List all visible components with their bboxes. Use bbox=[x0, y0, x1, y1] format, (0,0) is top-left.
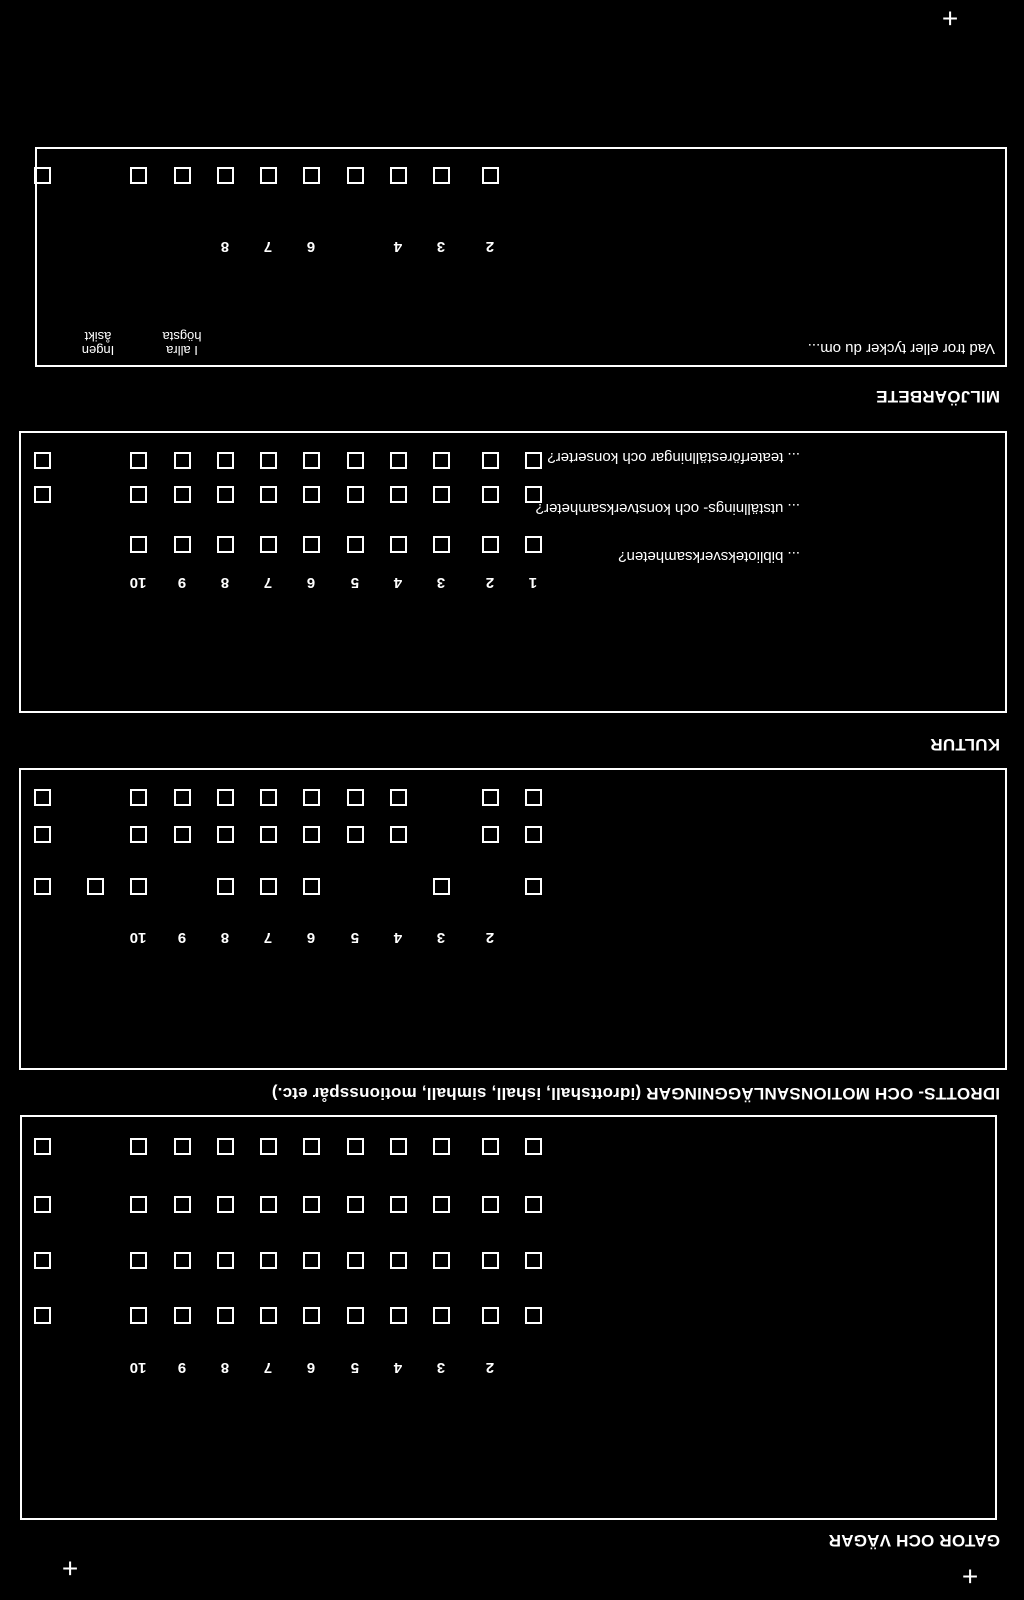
answer-checkbox[interactable] bbox=[390, 1138, 407, 1155]
section-heading-gator: GATOR OCH VÄGAR bbox=[828, 1531, 1000, 1550]
answer-checkbox[interactable] bbox=[303, 452, 320, 469]
no-opinion-checkbox[interactable] bbox=[34, 486, 51, 503]
answer-checkbox[interactable] bbox=[174, 486, 191, 503]
scale-number: 7 bbox=[263, 1359, 273, 1376]
answer-checkbox[interactable] bbox=[260, 878, 277, 895]
answer-checkbox[interactable] bbox=[260, 1307, 277, 1324]
answer-checkbox[interactable] bbox=[433, 1196, 450, 1213]
answer-checkbox[interactable] bbox=[433, 486, 450, 503]
scale-number: 7 bbox=[263, 574, 273, 591]
answer-checkbox[interactable] bbox=[482, 1196, 499, 1213]
answer-checkbox[interactable] bbox=[482, 1252, 499, 1269]
no-opinion-checkbox[interactable] bbox=[34, 1307, 51, 1324]
scale-number: 8 bbox=[220, 929, 230, 946]
kultur-question-3: ... teaterföreställningar och konserter? bbox=[547, 449, 800, 466]
scale-number: 4 bbox=[393, 238, 403, 255]
answer-checkbox[interactable] bbox=[525, 452, 542, 469]
answer-checkbox[interactable] bbox=[347, 826, 364, 843]
answer-checkbox[interactable] bbox=[260, 789, 277, 806]
column-header-highest-line: högsta bbox=[162, 329, 202, 344]
answer-checkbox[interactable] bbox=[87, 878, 104, 895]
answer-checkbox[interactable] bbox=[174, 789, 191, 806]
answer-checkbox[interactable] bbox=[525, 1196, 542, 1213]
scale-number: 8 bbox=[220, 574, 230, 591]
answer-checkbox[interactable] bbox=[260, 452, 277, 469]
kultur-question-2: ... utställnings- och konstverksamheter? bbox=[535, 500, 800, 517]
answer-checkbox[interactable] bbox=[130, 1138, 147, 1155]
registration-mark: + bbox=[941, 3, 959, 34]
answer-checkbox[interactable] bbox=[130, 486, 147, 503]
answer-checkbox[interactable] bbox=[174, 1252, 191, 1269]
scale-number: 7 bbox=[263, 238, 273, 255]
answer-checkbox[interactable] bbox=[303, 1252, 320, 1269]
scale-number: 3 bbox=[436, 929, 446, 946]
scale-number: 9 bbox=[177, 1359, 187, 1376]
answer-checkbox[interactable] bbox=[303, 167, 320, 184]
no-opinion-checkbox[interactable] bbox=[34, 1196, 51, 1213]
section-heading-miljo: MILJÖARBETE bbox=[875, 387, 1000, 406]
scale-number: 6 bbox=[306, 1359, 316, 1376]
section-kultur bbox=[19, 431, 1007, 713]
scale-number: 3 bbox=[436, 238, 446, 255]
answer-checkbox[interactable] bbox=[260, 536, 277, 553]
answer-checkbox[interactable] bbox=[130, 536, 147, 553]
answer-checkbox[interactable] bbox=[525, 1252, 542, 1269]
answer-checkbox[interactable] bbox=[390, 486, 407, 503]
scale-number: 2 bbox=[485, 1359, 495, 1376]
answer-checkbox[interactable] bbox=[260, 167, 277, 184]
answer-checkbox[interactable] bbox=[303, 1196, 320, 1213]
answer-checkbox[interactable] bbox=[347, 167, 364, 184]
answer-checkbox[interactable] bbox=[433, 452, 450, 469]
scale-number: 2 bbox=[485, 574, 495, 591]
answer-checkbox[interactable] bbox=[217, 826, 234, 843]
scale-number: 6 bbox=[306, 238, 316, 255]
scale-number: 2 bbox=[485, 929, 495, 946]
no-opinion-checkbox[interactable] bbox=[34, 1252, 51, 1269]
answer-checkbox[interactable] bbox=[433, 536, 450, 553]
answer-checkbox[interactable] bbox=[174, 826, 191, 843]
answer-checkbox[interactable] bbox=[303, 789, 320, 806]
answer-checkbox[interactable] bbox=[130, 826, 147, 843]
answer-checkbox[interactable] bbox=[130, 789, 147, 806]
answer-checkbox[interactable] bbox=[174, 1196, 191, 1213]
answer-checkbox[interactable] bbox=[217, 452, 234, 469]
answer-checkbox[interactable] bbox=[433, 1138, 450, 1155]
answer-checkbox[interactable] bbox=[347, 1138, 364, 1155]
answer-checkbox[interactable] bbox=[217, 486, 234, 503]
answer-checkbox[interactable] bbox=[390, 826, 407, 843]
answer-checkbox[interactable] bbox=[260, 1196, 277, 1213]
answer-checkbox[interactable] bbox=[390, 1252, 407, 1269]
answer-checkbox[interactable] bbox=[303, 878, 320, 895]
registration-mark: + bbox=[961, 1561, 979, 1592]
answer-checkbox[interactable] bbox=[433, 167, 450, 184]
answer-checkbox[interactable] bbox=[174, 1138, 191, 1155]
answer-checkbox[interactable] bbox=[174, 167, 191, 184]
scale-number: 5 bbox=[350, 929, 360, 946]
answer-checkbox[interactable] bbox=[260, 486, 277, 503]
answer-checkbox[interactable] bbox=[217, 1196, 234, 1213]
column-header-no-opinion-line: Ingen bbox=[81, 343, 115, 358]
scale-number: 6 bbox=[306, 929, 316, 946]
section-gator bbox=[20, 1115, 997, 1520]
answer-checkbox[interactable] bbox=[174, 452, 191, 469]
column-header-no-opinion bbox=[76, 329, 120, 357]
column-header-highest-line: I allra bbox=[166, 343, 198, 358]
answer-checkbox[interactable] bbox=[217, 1252, 234, 1269]
no-opinion-checkbox[interactable] bbox=[34, 826, 51, 843]
answer-checkbox[interactable] bbox=[260, 826, 277, 843]
scale-number: 4 bbox=[393, 929, 403, 946]
kultur-question-1: ... biblioteksverksamheten? bbox=[618, 548, 800, 565]
scale-number: 6 bbox=[306, 574, 316, 591]
answer-checkbox[interactable] bbox=[525, 789, 542, 806]
column-header-highest bbox=[158, 329, 206, 357]
answer-checkbox[interactable] bbox=[260, 1138, 277, 1155]
answer-checkbox[interactable] bbox=[130, 167, 147, 184]
answer-checkbox[interactable] bbox=[390, 1196, 407, 1213]
answer-checkbox[interactable] bbox=[390, 167, 407, 184]
no-opinion-checkbox[interactable] bbox=[34, 878, 51, 895]
answer-checkbox[interactable] bbox=[433, 1307, 450, 1324]
no-opinion-checkbox[interactable] bbox=[34, 452, 51, 469]
column-header-no-opinion-line: åsikt bbox=[84, 329, 112, 344]
section-idrotts bbox=[19, 768, 1007, 1070]
scale-number: 10 bbox=[129, 1359, 147, 1376]
scale-number: 7 bbox=[263, 929, 273, 946]
answer-checkbox[interactable] bbox=[260, 1252, 277, 1269]
scale-number: 5 bbox=[350, 574, 360, 591]
section-heading-kultur: KULTUR bbox=[930, 735, 1000, 754]
answer-checkbox[interactable] bbox=[347, 486, 364, 503]
scale-number: 10 bbox=[129, 574, 147, 591]
scale-number: 4 bbox=[393, 1359, 403, 1376]
answer-checkbox[interactable] bbox=[482, 1138, 499, 1155]
no-opinion-checkbox[interactable] bbox=[34, 167, 51, 184]
scale-number: 3 bbox=[436, 574, 446, 591]
answer-checkbox[interactable] bbox=[347, 536, 364, 553]
answer-checkbox[interactable] bbox=[482, 826, 499, 843]
scale-number: 4 bbox=[393, 574, 403, 591]
scale-number: 1 bbox=[528, 574, 538, 591]
answer-checkbox[interactable] bbox=[525, 486, 542, 503]
scale-number: 3 bbox=[436, 1359, 446, 1376]
answer-checkbox[interactable] bbox=[482, 536, 499, 553]
answer-checkbox[interactable] bbox=[390, 789, 407, 806]
answer-checkbox[interactable] bbox=[433, 1252, 450, 1269]
no-opinion-checkbox[interactable] bbox=[34, 1138, 51, 1155]
answer-checkbox[interactable] bbox=[303, 536, 320, 553]
answer-checkbox[interactable] bbox=[217, 1307, 234, 1324]
answer-checkbox[interactable] bbox=[390, 452, 407, 469]
answer-checkbox[interactable] bbox=[174, 1307, 191, 1324]
answer-checkbox[interactable] bbox=[433, 878, 450, 895]
answer-checkbox[interactable] bbox=[390, 1307, 407, 1324]
answer-checkbox[interactable] bbox=[217, 167, 234, 184]
answer-checkbox[interactable] bbox=[130, 452, 147, 469]
scale-number: 9 bbox=[177, 929, 187, 946]
answer-checkbox[interactable] bbox=[525, 878, 542, 895]
answer-checkbox[interactable] bbox=[130, 1307, 147, 1324]
scale-number: 8 bbox=[220, 1359, 230, 1376]
answer-checkbox[interactable] bbox=[303, 486, 320, 503]
answer-checkbox[interactable] bbox=[347, 1307, 364, 1324]
answer-checkbox[interactable] bbox=[525, 1307, 542, 1324]
answer-checkbox[interactable] bbox=[217, 536, 234, 553]
answer-checkbox[interactable] bbox=[303, 1138, 320, 1155]
answer-checkbox[interactable] bbox=[130, 878, 147, 895]
answer-checkbox[interactable] bbox=[482, 167, 499, 184]
answer-checkbox[interactable] bbox=[525, 536, 542, 553]
answer-checkbox[interactable] bbox=[347, 1252, 364, 1269]
answer-checkbox[interactable] bbox=[303, 826, 320, 843]
answer-checkbox[interactable] bbox=[217, 789, 234, 806]
answer-checkbox[interactable] bbox=[525, 1138, 542, 1155]
answer-checkbox[interactable] bbox=[347, 1196, 364, 1213]
answer-checkbox[interactable] bbox=[347, 452, 364, 469]
registration-mark: + bbox=[61, 1553, 79, 1584]
answer-checkbox[interactable] bbox=[482, 789, 499, 806]
answer-checkbox[interactable] bbox=[482, 486, 499, 503]
answer-checkbox[interactable] bbox=[174, 536, 191, 553]
answer-checkbox[interactable] bbox=[525, 826, 542, 843]
miljo-question: Vad tror eller tycker du om... bbox=[807, 340, 995, 357]
answer-checkbox[interactable] bbox=[303, 1307, 320, 1324]
scale-number: 8 bbox=[220, 238, 230, 255]
answer-checkbox[interactable] bbox=[347, 789, 364, 806]
answer-checkbox[interactable] bbox=[130, 1252, 147, 1269]
answer-checkbox[interactable] bbox=[217, 878, 234, 895]
scale-number: 9 bbox=[177, 574, 187, 591]
answer-checkbox[interactable] bbox=[217, 1138, 234, 1155]
answer-checkbox[interactable] bbox=[390, 536, 407, 553]
answer-checkbox[interactable] bbox=[482, 1307, 499, 1324]
answer-checkbox[interactable] bbox=[130, 1196, 147, 1213]
no-opinion-checkbox[interactable] bbox=[34, 789, 51, 806]
scale-number: 2 bbox=[485, 238, 495, 255]
scale-number: 10 bbox=[129, 929, 147, 946]
section-heading-idrotts: IDROTTS- OCH MOTIONSANLÄGGNINGAR (idrottshall, ishall, simhall, motionsspår etc.) bbox=[271, 1084, 1000, 1103]
answer-checkbox[interactable] bbox=[482, 452, 499, 469]
scale-number: 5 bbox=[350, 1359, 360, 1376]
